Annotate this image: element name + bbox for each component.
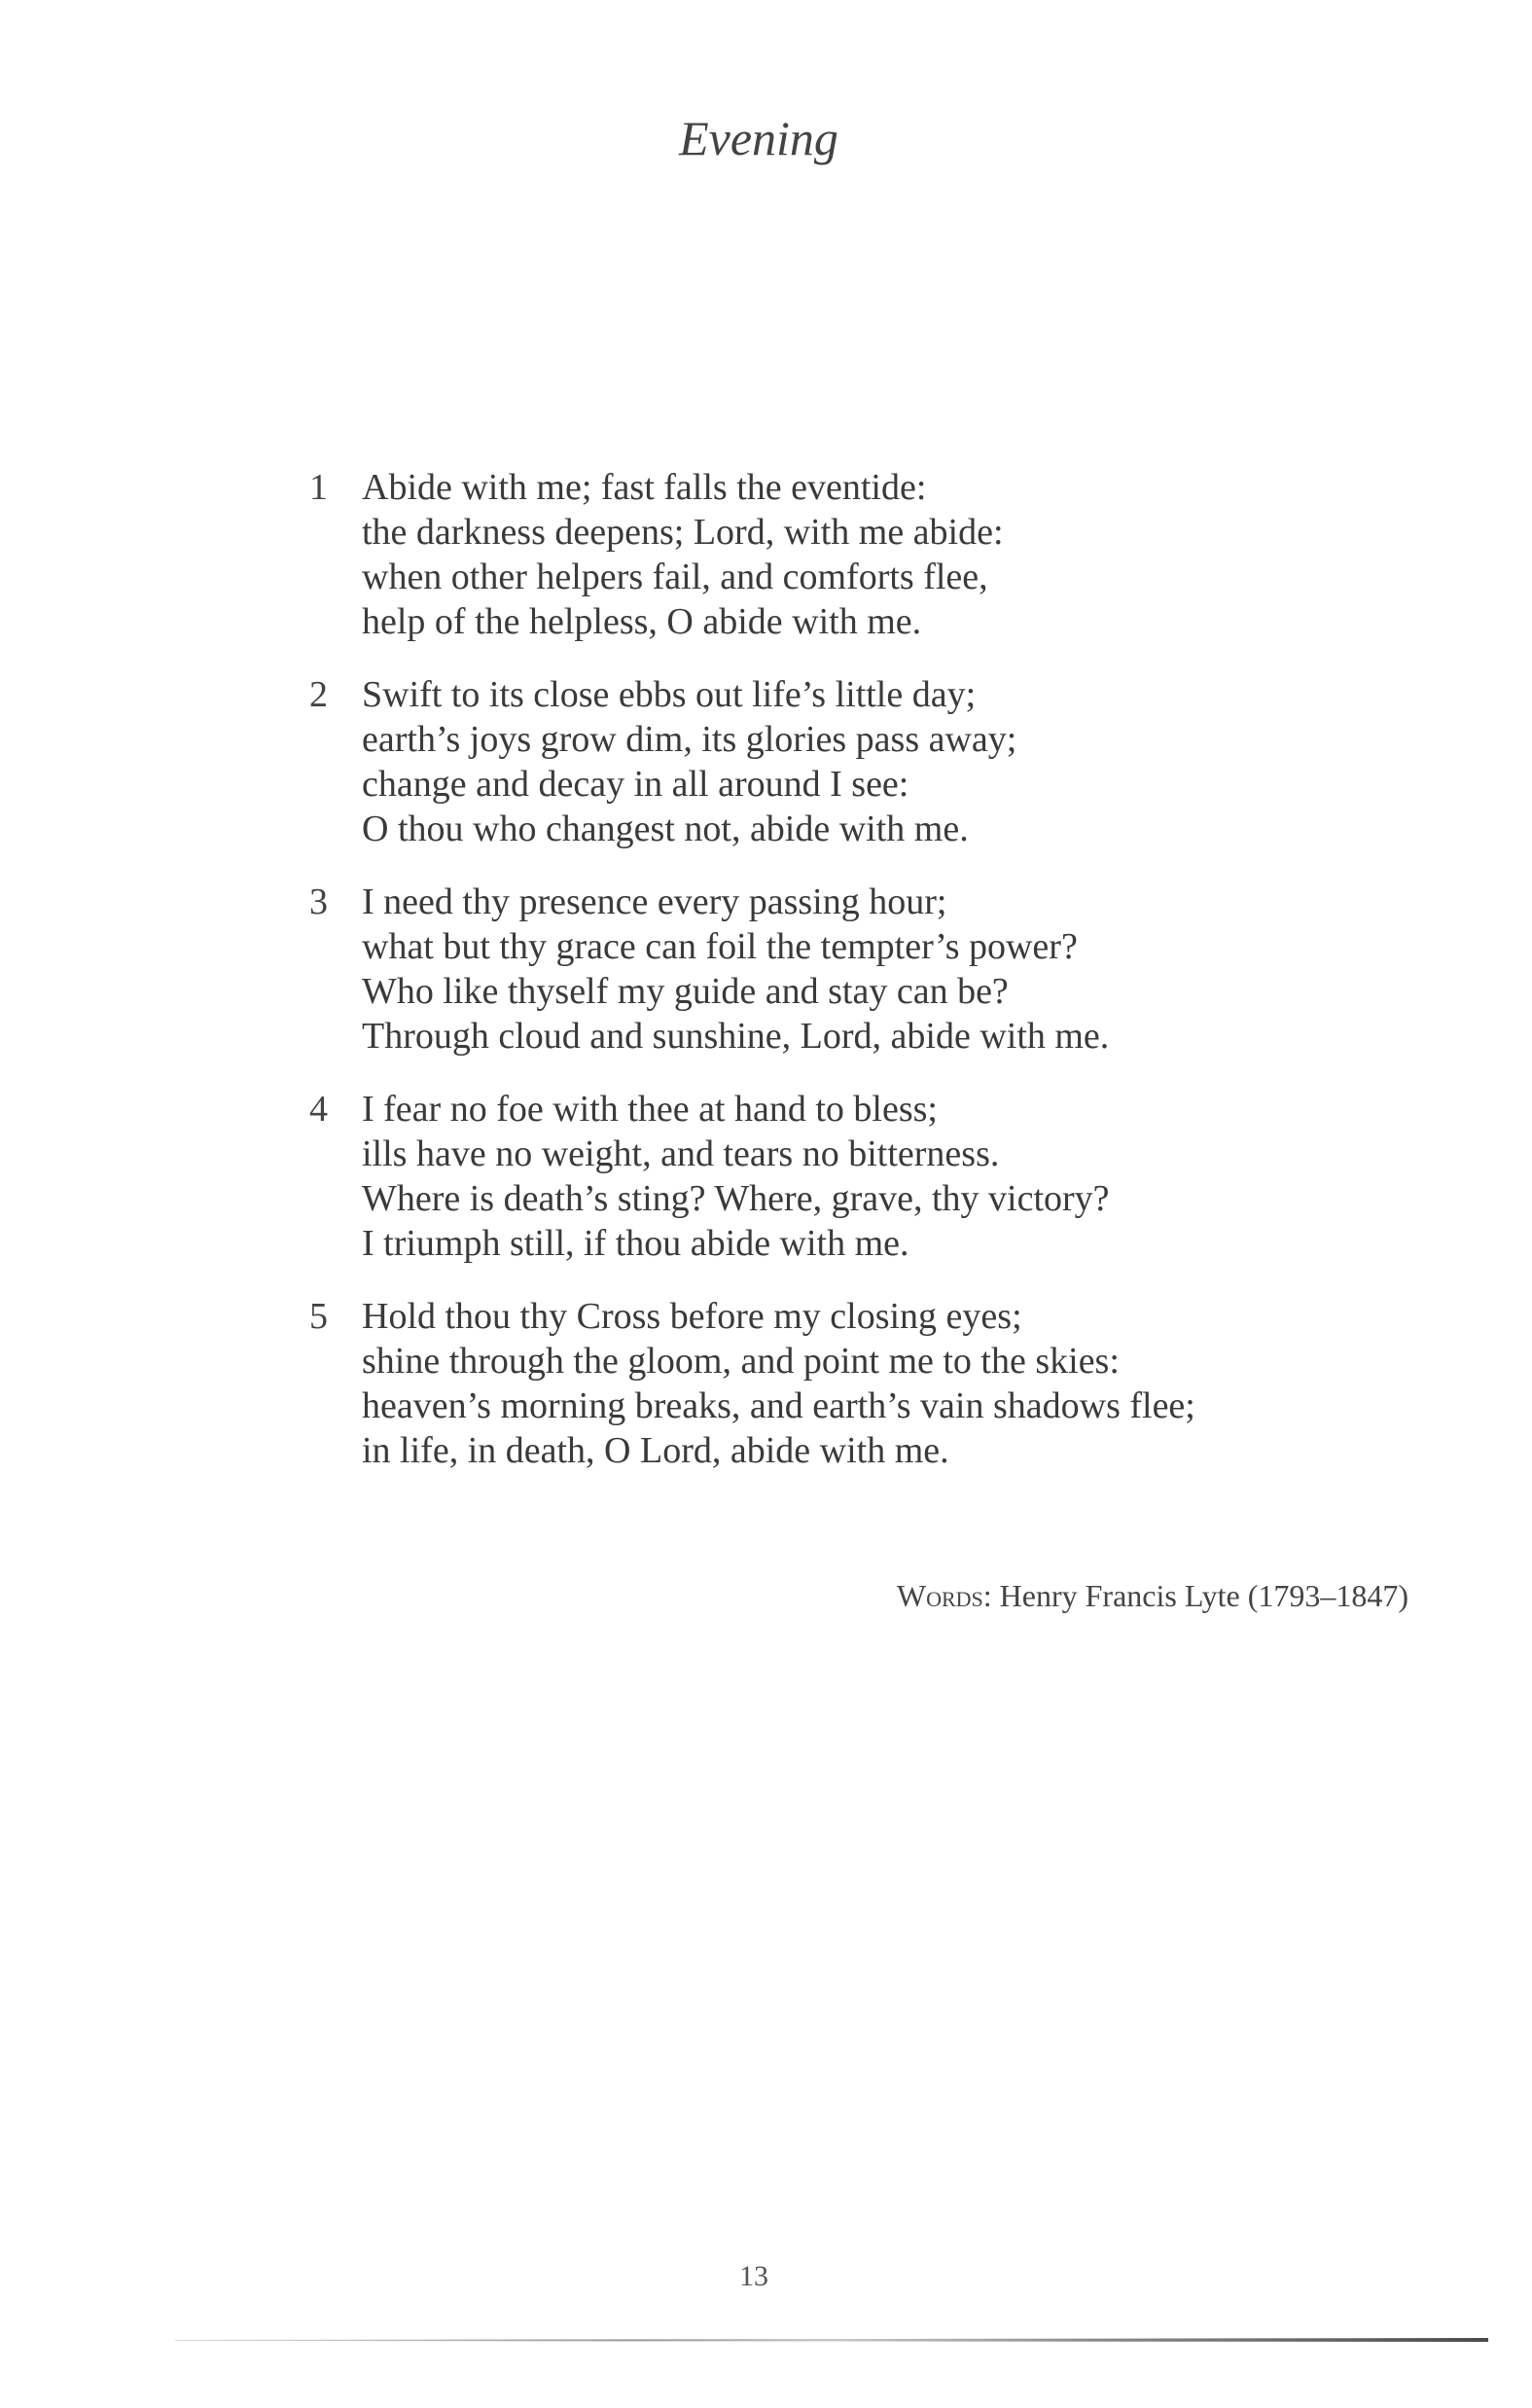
verse-number: 3 — [309, 881, 328, 922]
page-title: Evening — [679, 111, 838, 165]
verse-line: Who like thyself my guide and stay can be? — [362, 971, 1009, 1012]
verse-line: I need thy presence every passing hour; — [362, 881, 947, 922]
verse-lines — [362, 1294, 1282, 1473]
verse-number: 4 — [309, 1089, 328, 1130]
verse-line: I fear no foe with thee at hand to bless; — [362, 1089, 938, 1130]
verse-lines — [362, 672, 1282, 851]
verse-line: I triumph still, if thou abide with me. — [362, 1223, 909, 1264]
verse-lines — [362, 1087, 1282, 1266]
verse-line: Swift to its close ebbs out life’s little day; — [362, 674, 977, 715]
verse-line: when other helpers fail, and comforts flee, — [362, 557, 988, 597]
verse-number: 5 — [309, 1296, 328, 1337]
bottom-rule — [175, 2335, 1488, 2345]
verse-line: in life, in death, O Lord, abide with me. — [362, 1430, 949, 1471]
verse-line: help of the helpless, O abide with me. — [362, 601, 922, 642]
verse-3 — [309, 880, 1282, 1059]
page-number: 13 — [739, 2260, 768, 2292]
hymn-text — [309, 465, 1282, 1501]
verse-lines — [362, 465, 1282, 644]
verse-line: Hold thou thy Cross before my closing eyes; — [362, 1296, 1022, 1337]
verse-line: ills have no weight, and tears no bitterness. — [362, 1133, 1000, 1174]
verse-line: earth’s joys grow dim, its glories pass away; — [362, 719, 1017, 760]
verse-1 — [309, 465, 1282, 644]
verse-line: shine through the gloom, and point me to the skies: — [362, 1341, 1120, 1382]
verse-2 — [309, 672, 1282, 851]
verse-number: 1 — [309, 467, 328, 508]
attribution-label: Words — [896, 1578, 983, 1613]
verse-line: heaven’s morning breaks, and earth’s vain shadows flee; — [362, 1385, 1195, 1426]
verse-5 — [309, 1294, 1282, 1473]
verse-line: what but thy grace can foil the tempter’s power? — [362, 926, 1078, 967]
verse-line: Through cloud and sunshine, Lord, abide with me. — [362, 1016, 1110, 1057]
verse-4 — [309, 1087, 1282, 1266]
verse-line: Where is death’s sting? Where, grave, thy victory? — [362, 1178, 1110, 1219]
verse-lines — [362, 880, 1282, 1059]
verse-line: Abide with me; fast falls the eventide: — [362, 467, 927, 508]
verse-number: 2 — [309, 674, 328, 715]
verse-line: the darkness deepens; Lord, with me abide: — [362, 512, 1004, 553]
verse-line: change and decay in all around I see: — [362, 764, 909, 805]
verse-line: O thou who changest not, abide with me. — [362, 809, 969, 849]
attribution-text: : Henry Francis Lyte (1793–1847) — [982, 1578, 1408, 1613]
words-attribution — [897, 1576, 1408, 1615]
